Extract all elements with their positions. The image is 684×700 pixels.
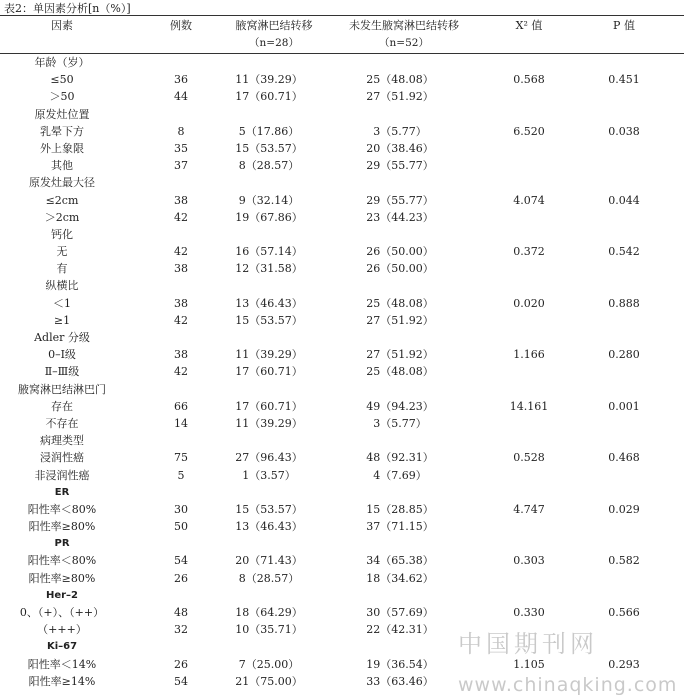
count-cell: 35 xyxy=(174,141,188,155)
metastasis-cell: 16（57.14） xyxy=(235,245,303,259)
group-heading: ER xyxy=(54,486,70,498)
metastasis-cell: 21（75.00） xyxy=(235,674,303,688)
no-metastasis-cell: 3（5.77） xyxy=(373,124,427,138)
chi-square-cell: 4.074 xyxy=(513,193,545,207)
count-cell: 75 xyxy=(174,451,188,465)
group-heading-row xyxy=(0,277,684,294)
table-row xyxy=(0,123,684,140)
factor-cell: ＞50 xyxy=(49,90,75,104)
header-factor: 因素 xyxy=(51,19,73,32)
no-metastasis-cell: 25（48.08） xyxy=(366,73,434,87)
metastasis-cell: 15（53.57） xyxy=(235,313,303,327)
header-no-metastasis-n: （n=52） xyxy=(379,37,429,49)
factor-cell: 乳晕下方 xyxy=(40,124,84,138)
factor-cell: 无 xyxy=(56,245,68,259)
count-cell: 38 xyxy=(174,262,188,276)
no-metastasis-cell: 20（38.46） xyxy=(366,141,434,155)
no-metastasis-cell: 25（48.08） xyxy=(366,296,434,310)
count-cell: 26 xyxy=(174,657,188,671)
group-heading-row xyxy=(0,432,684,449)
table-row xyxy=(0,552,684,569)
factor-cell: ≥1 xyxy=(53,313,71,327)
count-cell: 54 xyxy=(174,674,188,688)
count-cell: 30 xyxy=(174,502,188,516)
no-metastasis-cell: 22（42.31） xyxy=(366,623,434,637)
count-cell: 38 xyxy=(174,296,188,310)
count-cell: 32 xyxy=(174,623,188,637)
no-metastasis-cell: 23（44.23） xyxy=(366,210,434,224)
no-metastasis-cell: 26（50.00） xyxy=(366,262,434,276)
no-metastasis-cell: 29（55.77） xyxy=(366,193,434,207)
group-heading: PR xyxy=(54,538,70,550)
count-cell: 37 xyxy=(174,159,188,173)
count-cell: 42 xyxy=(174,365,188,379)
table-row xyxy=(0,346,684,363)
chi-square-cell: 0.020 xyxy=(513,296,545,310)
table-top-rule xyxy=(0,15,684,16)
metastasis-cell: 17（60.71） xyxy=(235,399,303,413)
count-cell: 50 xyxy=(174,520,188,534)
metastasis-cell: 7（25.00） xyxy=(238,657,300,671)
count-cell: 42 xyxy=(174,245,188,259)
group-heading: Adler 分级 xyxy=(34,331,90,344)
group-heading-row xyxy=(0,226,684,243)
count-cell: 38 xyxy=(174,193,188,207)
no-metastasis-cell: 26（50.00） xyxy=(366,245,434,259)
no-metastasis-cell: 27（51.92） xyxy=(366,348,434,362)
factor-cell: 有 xyxy=(56,262,68,276)
factor-cell: 阳性率≥80% xyxy=(28,520,96,534)
no-metastasis-cell: 48（92.31） xyxy=(366,451,434,465)
table-caption: 表2：单因素分析[n（%）] xyxy=(4,2,131,15)
group-heading-row xyxy=(0,106,684,123)
table-row xyxy=(0,363,684,380)
chi-square-cell: 4.747 xyxy=(513,502,545,516)
no-metastasis-cell: 37（71.15） xyxy=(366,520,434,534)
no-metastasis-cell: 19（36.54） xyxy=(366,657,434,671)
chi-square-cell: 6.520 xyxy=(513,124,545,138)
count-cell: 42 xyxy=(174,210,188,224)
table-body xyxy=(0,54,684,690)
chi-square-cell: 0.568 xyxy=(513,73,545,87)
p-value-cell: 0.542 xyxy=(608,245,640,259)
group-heading: Ki–67 xyxy=(46,641,78,653)
count-cell: 14 xyxy=(174,416,188,430)
metastasis-cell: 27（96.43） xyxy=(235,451,303,465)
count-cell: 38 xyxy=(174,348,188,362)
factor-cell: ≤50 xyxy=(50,73,74,87)
group-heading: Her–2 xyxy=(45,589,79,601)
p-value-cell: 0.582 xyxy=(608,554,640,568)
group-heading-row xyxy=(0,329,684,346)
count-cell: 54 xyxy=(174,554,188,568)
group-heading: 原发灶最大径 xyxy=(29,176,95,190)
factor-cell: 阳性率＜80% xyxy=(27,502,97,516)
metastasis-cell: 11（39.29） xyxy=(235,348,303,362)
table-row xyxy=(0,501,684,518)
table-row xyxy=(0,260,684,277)
no-metastasis-cell: 34（65.38） xyxy=(366,554,434,568)
factor-cell: 0、（+）、（++） xyxy=(19,606,105,619)
group-heading-row xyxy=(0,381,684,398)
factor-cell: 非浸润性癌 xyxy=(34,468,90,482)
table-row xyxy=(0,312,684,329)
factor-cell: 存在 xyxy=(51,399,73,413)
factor-cell: 阳性率≥14% xyxy=(28,674,96,688)
metastasis-cell: 8（28.57） xyxy=(238,571,300,585)
header-chi-square: X² 值 xyxy=(515,19,543,32)
p-value-cell: 0.029 xyxy=(608,502,640,516)
group-heading: 纵横比 xyxy=(45,279,79,293)
p-value-cell: 0.293 xyxy=(608,657,640,671)
p-value-cell: 0.001 xyxy=(608,399,640,413)
metastasis-cell: 11（39.29） xyxy=(235,416,303,430)
group-heading: 年龄（岁） xyxy=(34,56,90,69)
metastasis-cell: 18（64.29） xyxy=(235,606,303,619)
table-row xyxy=(0,140,684,157)
chi-square-cell: 0.330 xyxy=(513,606,545,619)
factor-cell: 阳性率＜80% xyxy=(27,554,97,568)
table-row xyxy=(0,295,684,312)
chi-square-cell: 1.105 xyxy=(513,657,545,671)
factor-cell: ＞2cm xyxy=(44,210,80,224)
table-row xyxy=(0,570,684,587)
p-value-cell: 0.038 xyxy=(608,124,640,138)
factor-cell: ≤2cm xyxy=(45,193,79,207)
metastasis-cell: 1（3.57） xyxy=(242,468,296,482)
chi-square-cell: 0.528 xyxy=(513,451,545,465)
factor-cell: 外上象限 xyxy=(40,141,84,155)
factor-cell: 不存在 xyxy=(45,416,79,430)
p-value-cell: 0.451 xyxy=(608,73,640,87)
no-metastasis-cell: 30（57.69） xyxy=(366,606,434,619)
metastasis-cell: 5（17.86） xyxy=(238,124,300,138)
table-row xyxy=(0,449,684,466)
table-row xyxy=(0,415,684,432)
count-cell: 48 xyxy=(174,606,188,619)
group-heading: 钙化 xyxy=(51,227,73,241)
header-metastasis-n: （n=28） xyxy=(249,37,299,49)
factor-cell: 浸润性癌 xyxy=(40,451,84,465)
table-row xyxy=(0,604,684,621)
factor-cell: Ⅱ–Ⅲ级 xyxy=(44,365,80,379)
metastasis-cell: 12（31.58） xyxy=(235,262,303,276)
metastasis-cell: 10（35.71） xyxy=(235,623,303,637)
factor-cell: 其他 xyxy=(51,159,73,173)
metastasis-cell: 13（46.43） xyxy=(235,296,303,310)
no-metastasis-cell: 4（7.69） xyxy=(373,468,427,482)
table-row xyxy=(0,518,684,535)
metastasis-cell: 9（32.14） xyxy=(238,193,300,207)
metastasis-cell: 11（39.29） xyxy=(235,73,303,87)
group-heading-row xyxy=(0,174,684,191)
chi-square-cell: 1.166 xyxy=(513,348,545,362)
no-metastasis-cell: 15（28.85） xyxy=(366,502,434,516)
no-metastasis-cell: 25（48.08） xyxy=(366,365,434,379)
header-no-metastasis: 未发生腋窝淋巴结转移 xyxy=(349,19,459,32)
watermark-brand: 中国期刊网 xyxy=(458,630,598,658)
count-cell: 5 xyxy=(177,468,185,482)
p-value-cell: 0.280 xyxy=(608,348,640,362)
group-heading: 病理类型 xyxy=(40,434,84,448)
group-heading-row xyxy=(0,484,684,501)
no-metastasis-cell: 33（63.46） xyxy=(366,674,434,688)
table-row xyxy=(0,157,684,174)
group-heading-row xyxy=(0,535,684,552)
metastasis-cell: 19（67.86） xyxy=(235,210,303,224)
p-value-cell: 0.888 xyxy=(608,296,640,310)
chi-square-cell: 0.303 xyxy=(513,554,545,568)
watermark-url: www.chinaqking.com xyxy=(458,674,678,696)
factor-cell: 阳性率＜14% xyxy=(27,657,97,671)
metastasis-cell: 17（60.71） xyxy=(235,365,303,379)
metastasis-cell: 15（53.57） xyxy=(235,502,303,516)
chi-square-cell: 0.372 xyxy=(513,245,545,259)
table-row xyxy=(0,71,684,88)
chi-square-cell: 14.161 xyxy=(509,399,549,413)
group-heading-row xyxy=(0,587,684,604)
table-row xyxy=(0,88,684,105)
factor-cell: 0–Ⅰ级 xyxy=(48,348,76,362)
no-metastasis-cell: 18（34.62） xyxy=(366,571,434,585)
count-cell: 36 xyxy=(174,73,188,87)
factor-cell: 阳性率≥80% xyxy=(28,571,96,585)
no-metastasis-cell: 27（51.92） xyxy=(366,90,434,104)
header-metastasis: 腋窝淋巴结转移 xyxy=(235,19,313,32)
no-metastasis-cell: 3（5.77） xyxy=(373,416,427,430)
metastasis-cell: 15（53.57） xyxy=(235,141,303,155)
no-metastasis-cell: 27（51.92） xyxy=(366,313,434,327)
p-value-cell: 0.566 xyxy=(608,606,640,619)
count-cell: 42 xyxy=(174,313,188,327)
metastasis-cell: 13（46.43） xyxy=(235,520,303,534)
count-cell: 66 xyxy=(174,399,188,413)
count-cell: 8 xyxy=(177,124,185,138)
header-count: 例数 xyxy=(170,19,192,32)
count-cell: 26 xyxy=(174,571,188,585)
metastasis-cell: 20（71.43） xyxy=(235,554,303,568)
metastasis-cell: 8（28.57） xyxy=(238,159,300,173)
no-metastasis-cell: 49（94.23） xyxy=(366,399,434,413)
count-cell: 44 xyxy=(174,90,188,104)
group-heading: 腋窝淋巴结淋巴门 xyxy=(18,382,106,396)
group-heading-row xyxy=(0,54,684,71)
group-heading: 原发灶位置 xyxy=(34,107,90,121)
factor-cell: ＜1 xyxy=(53,296,71,310)
p-value-cell: 0.044 xyxy=(608,193,640,207)
table-row xyxy=(0,192,684,209)
table-row xyxy=(0,467,684,484)
table-row xyxy=(0,209,684,226)
header-p-value: P 值 xyxy=(613,19,635,32)
p-value-cell: 0.468 xyxy=(608,451,640,465)
metastasis-cell: 17（60.71） xyxy=(235,90,303,104)
factor-cell: （+++） xyxy=(37,623,87,637)
no-metastasis-cell: 29（55.77） xyxy=(366,159,434,173)
table-row xyxy=(0,398,684,415)
table-row xyxy=(0,243,684,260)
